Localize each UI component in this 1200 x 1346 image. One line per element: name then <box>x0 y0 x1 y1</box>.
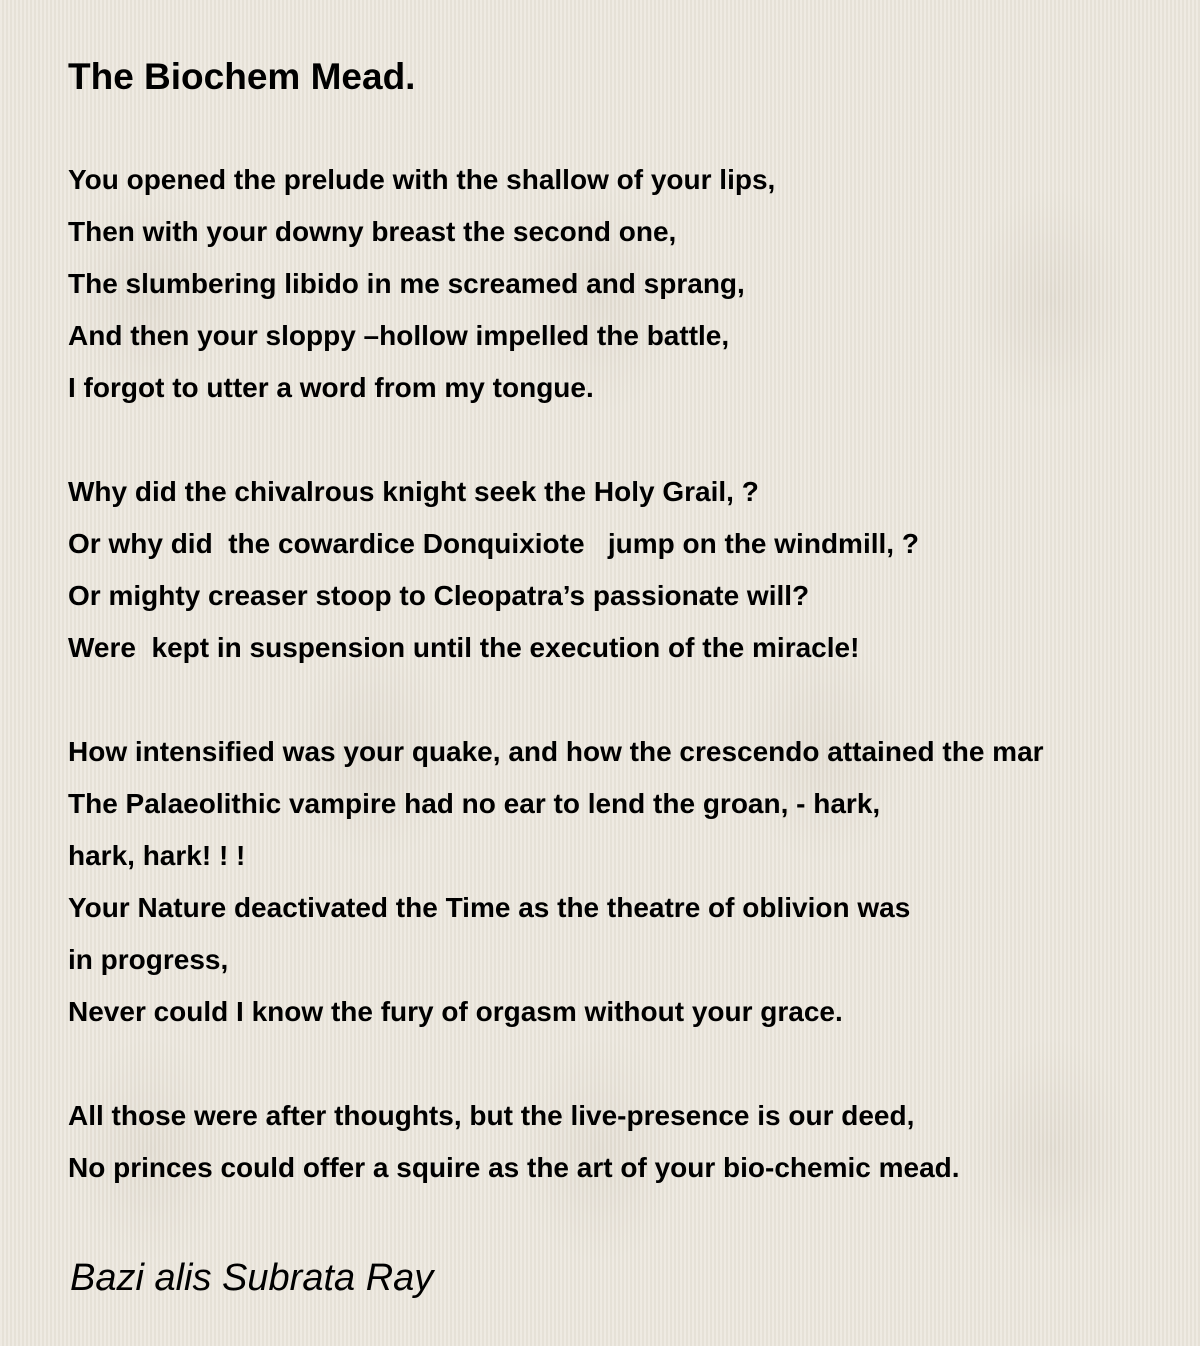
poem-body <box>68 154 1200 1194</box>
poem-line: hark, hark! ! ! <box>68 840 246 871</box>
poem-line: in progress, <box>68 944 229 975</box>
poem-line: No princes could offer a squire as the art of your bio-chemic mead. <box>68 1152 960 1183</box>
poem-line: Why did the chivalrous knight seek the Holy Grail, ? <box>68 476 759 507</box>
poem-line: All those were after thoughts, but the live-presence is our deed, <box>68 1100 915 1131</box>
poem-container <box>68 54 1200 1302</box>
stanza-4 <box>68 1090 1200 1194</box>
stanza-2 <box>68 466 1200 674</box>
poem-line: The Palaeolithic vampire had no ear to lend the groan, - hark, <box>68 788 881 819</box>
poem-line: How intensified was your quake, and how the crescendo attained the mar <box>68 736 1044 767</box>
poem-line: Were kept in suspension until the execution of the miracle! <box>68 632 860 663</box>
poem-line: Or mighty creaser stoop to Cleopatra’s passionate will? <box>68 580 810 611</box>
poem-line: The slumbering libido in me screamed and sprang, <box>68 268 745 299</box>
poem-line: Then with your downy breast the second one, <box>68 216 677 247</box>
poem-line: I forgot to utter a word from my tongue. <box>68 372 594 403</box>
poem-line: Your Nature deactivated the Time as the theatre of oblivion was <box>68 892 911 923</box>
poem-title: The Biochem Mead. <box>68 56 416 97</box>
poem-line: And then your sloppy –hollow impelled the battle, <box>68 320 730 351</box>
poem-line: Or why did the cowardice Donquixiote jump on the windmill, ? <box>68 528 919 559</box>
stanza-1 <box>68 154 1200 414</box>
poem-author: Bazi alis Subrata Ray <box>70 1257 434 1299</box>
poem-line: Never could I know the fury of orgasm without your grace. <box>68 996 843 1027</box>
poem-line: You opened the prelude with the shallow of your lips, <box>68 164 776 195</box>
stanza-3 <box>68 726 1200 1038</box>
